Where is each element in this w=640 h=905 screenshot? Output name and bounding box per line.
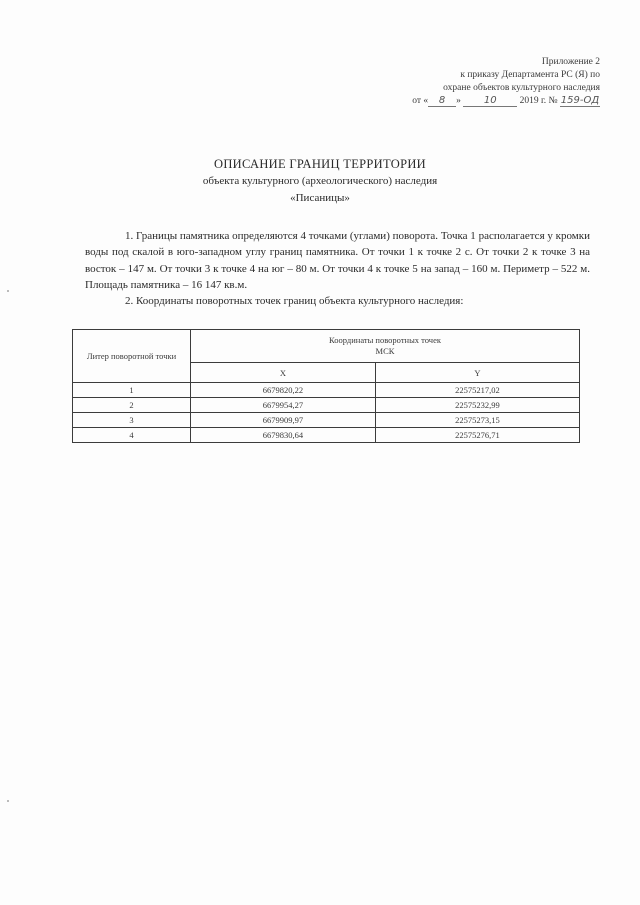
point-id-cell: 1 — [73, 383, 191, 398]
handwritten-order-number: 159-ОД — [560, 95, 600, 106]
column-header-coordinates — [191, 330, 580, 363]
column-header-point-letter: Литер поворотной точки — [73, 330, 191, 383]
table-header-row — [73, 330, 580, 363]
x-coordinate-cell: 6679954,27 — [191, 398, 376, 413]
point-id-cell: 4 — [73, 428, 191, 443]
table-row — [73, 413, 580, 428]
x-coordinate-cell: 6679820,22 — [191, 383, 376, 398]
table-row — [73, 383, 580, 398]
object-name: «Писаницы» — [290, 192, 350, 204]
handwritten-month: 10 — [463, 95, 517, 107]
y-coordinate-cell: 22575232,99 — [375, 398, 579, 413]
coordinates-header-label: Координаты поворотных точек — [329, 335, 441, 346]
point-id-cell: 2 — [73, 398, 191, 413]
x-coordinate-cell: 6679830,64 — [191, 428, 376, 443]
y-coordinate-cell: 22575217,02 — [375, 383, 579, 398]
scan-margin-mark — [7, 290, 9, 292]
boundary-paragraph: 1. Границы памятника определяются 4 точками (углами) поворота. Точка 1 располагается у кромки воды под скалой в юго-западном углу границ памятника. От точки 1 к точке 2 с. От точки 2 к точке 3 на восток – 147 м. От точки 3 к точке 4 на юг – 80 м. От точки 4 к точке 5 на запад – 160 м. Периметр – 522 м. Площадь памятника – 16 147 кв.м. — [85, 230, 590, 291]
scan-margin-mark — [7, 800, 9, 802]
y-coordinate-cell: 22575276,71 — [375, 428, 579, 443]
column-header-x: X — [191, 363, 376, 383]
order-date-line — [380, 95, 600, 108]
description-body — [85, 228, 590, 309]
document-title: ОПИСАНИЕ ГРАНИЦ ТЕРРИТОРИИ — [214, 157, 426, 171]
date-separator: » — [456, 96, 461, 106]
table-row — [73, 428, 580, 443]
document-subtitle: объекта культурного (археологического) наследия — [202, 175, 438, 187]
handwritten-day: 8 — [428, 95, 456, 107]
coordinate-system-label: МСК — [375, 346, 395, 357]
appendix-label: Приложение 2 — [541, 57, 600, 67]
order-reference: к приказу Департамента РС (Я) по — [460, 70, 600, 80]
department-name: охране объектов культурного наследия — [443, 83, 600, 93]
appendix-header — [380, 56, 600, 108]
x-coordinate-cell: 6679909,97 — [191, 413, 376, 428]
table-row — [73, 398, 580, 413]
year-and-number-label: 2019 г. № — [519, 96, 558, 106]
y-coordinate-cell: 22575273,15 — [375, 413, 579, 428]
coordinates-intro: 2. Координаты поворотных точек границ объекта культурного наследия: — [125, 295, 464, 308]
column-header-y: Y — [375, 363, 579, 383]
date-prefix: от « — [412, 96, 429, 106]
title-block — [0, 155, 640, 207]
coordinates-table — [72, 329, 580, 443]
point-id-cell: 3 — [73, 413, 191, 428]
